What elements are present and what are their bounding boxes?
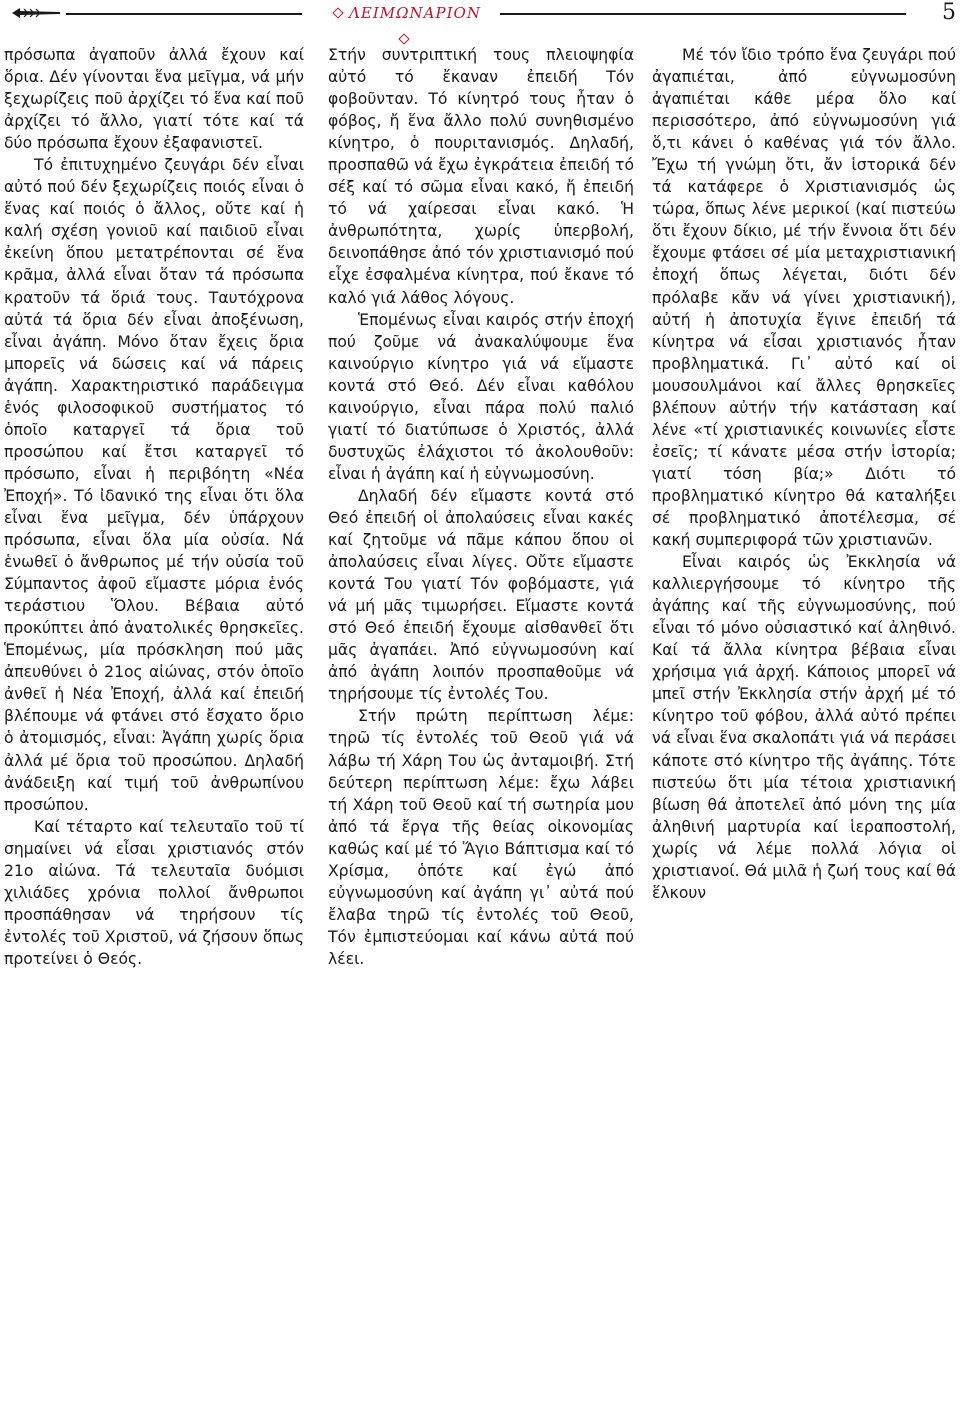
journal-title-text: ΛΕΙΜΩΝΑΡΙΟΝ — [349, 4, 481, 22]
paragraph: Μέ τόν ἴδιο τρόπο ἕνα ζευγάρι πού ἀγαπιέται, ἀπό εὐγνωμοσύνη ἀγαπιέται κάθε μέρα ὅλο καί περισσότερο, ἀπό εὐγνωμοσύνη γιά ὅ,τι κάνει ὁ καθένας γιά τόν ἄλλο. Ἔχω τή γνώμη ὅτι, ἄν ἱστορικά δέν τά κατάφερε ὁ Χριστιανισμός ὡς τώρα, ὅπως λένε μερικοί (καί πιστεύω ὅτι ἔχουν δίκιο, μέ τήν ἔννοια ὅτι δέν ἔχουμε φτάσει σέ μία μεταχριστιανική ἐποχή ὅπως λέγεται, διότι δέν πρόλαβε κἄν νά γίνει χριστιανική), αὐτή ἡ ἀποτυχία ἔγινε ἐπειδή τά κίνητρα νά εἶσαι χριστιανός ἦταν προβληματικά. Γι᾽ αὐτό καί οἱ μουσουλμάνοι καί ἄλλες θρησκεῖες βλέπουν αὐτήν τήν κατάσταση καί λένε «τί χριστιανικές κοινωνίες εἶστε ἐσεῖς; τί κάνατε μέσα στήν ἱστορία; γιατί τόση βία;» Διότι τό προβληματικό κίνητρο θά καταλήξει σέ προβληματικό ἀποτέλεσμα, σέ κακή συμπεριφορά τῶν χριστιανῶν. — [652, 46, 956, 550]
paragraph: Τό ἐπιτυχημένο ζευγάρι δέν εἶναι αὐτό πού δέν ξεχωρίζεις ποιός εἶναι ὁ ἕνας καί ποιός ὁ ἄλλος, οὔτε καί ἡ καλή σχέση γονιοῦ καί παιδιοῦ εἶναι ἐκείνη ὅπου μετατρέπονται σέ ἕνα κρᾶμα, ἀλλά εἶναι ὅταν τά πρόσωπα κρατοῦν τά ὅριά τους. Ταυτόχρονα αὐτά τά ὅρια δέν εἶναι ἀποξένωση, εἶναι ἀγάπη. Μόνο ὅταν ἔχεις ὅρια μπορεῖς νά δώσεις καί νά πάρεις ἀγάπη. Χαρακτηριστικό παράδειγμα ἑνός φιλοσοφικοῦ συστήματος τό ὁποῖο καταργεῖ τά ὅρια τοῦ προσώπου καί ἔτσι καταργεῖ τό πρόσωπο, εἶναι ἡ περιβόητη «Νέα Ἐποχή». Τό ἰδανικό της εἶναι ὅτι ὅλα εἶναι ἕνα μεῖγμα, δέν ὑπάρχουν πρόσωπα, εἶναι ὅλα μία οὐσία. Νά ἑνωθεῖ ὁ ἄνθρωπος μέ τήν οὐσία τοῦ Σύμπαντος ἀφοῦ εἴμαστε μόρια ἑνός τεράστιου Ὅλου. Βέβαια αὐτό προκύπτει ἀπό ἀνατολικές θρησκεῖες. Ἑπομένως, μία πρόσκληση πού μᾶς ἀπευθύνει ὁ 21ος αἰώνας, στόν ὁποῖο ἀνθεῖ ἡ Νέα Ἐποχή, ἀλλά καί ἐπειδή βλέπουμε νά φτάνει στό ἔσχατο ὅριο ὁ ἀτομισμός, εἶναι: Ἀγάπη χωρίς ὅρια ἀλλά μέ ὅρια τοῦ προσώπου. Δηλαδή ἀνάδειξη καί τιμή τοῦ ἀνθρωπίνου προσώπου. — [4, 156, 304, 814]
journal-title — [318, 0, 490, 26]
text-column-1 — [4, 44, 304, 970]
text-column-2 — [328, 44, 634, 970]
paragraph: Καί τέταρτο καί τελευταῖο τοῦ τί σημαίνει νά εἶσαι χριστιανός στόν 21ο αἰώνα. Τά τελευταῖα δυόμισι χιλιάδες χρόνια πολλοί ἄνθρωποι προσπάθησαν νά τηρήσουν τίς ἐντολές τοῦ Χριστοῦ, νά ζήσουν ὅπως προτείνει ὁ Θεός. — [4, 817, 304, 968]
page-header — [0, 0, 960, 32]
paragraph: πρόσωπα ἀγαποῦν ἀλλά ἔχουν καί ὅρια. Δέν γίνονται ἕνα μεῖγμα, νά μήν ξεχωρίζεις ποῦ ἀρχίζει τό ἕνα καί ποῦ ἀρχίζει τό ἄλλο, γιατί τότε καί τά δύο πρόσωπα ἔχουν ἐξαφανιστεῖ. — [4, 46, 304, 153]
page-number: 5 — [942, 0, 956, 25]
diamond-ornament-icon — [332, 7, 343, 18]
text-column-3 — [652, 44, 956, 904]
diamond-ornament-icon — [398, 33, 409, 44]
header-rule-left — [66, 13, 302, 15]
quill-ornament-icon — [10, 6, 62, 20]
paragraph: Στήν πρώτη περίπτωση λέμε: τηρῶ τίς ἐντολές τοῦ Θεοῦ γιά νά λάβω τή Χάρη Του ὡς ἀνταμοιβή. Στή δεύτερη περίπτωση λέμε: ἔχω λάβει τή Χάρη τοῦ Θεοῦ καί τή σωτηρία μου ἀπό τά ἔργα τῆς θείας οἰκονομίας καθώς καί μέ τό Ἅγιο Βάπτισμα καί τό Χρίσμα, ὁπότε καί ἐγώ ἀπό εὐγνωμοσύνη καί ἀγάπη γι᾽ αὐτά πού ἔλαβα τηρῶ τίς ἐντολές τοῦ Θεοῦ, Τόν ἐμπιστεύομαι καί κάνω αὐτά πού λέει. — [328, 707, 634, 968]
paragraph: Δηλαδή δέν εἴμαστε κοντά στό Θεό ἐπειδή οἱ ἀπολαύσεις εἶναι κακές καί ζητοῦμε νά πᾶμε κάπου ὅπου οἱ ἀπολαύσεις εἶναι λίγες. Οὔτε εἴμαστε κοντά Του γιατί Τόν φοβόμαστε, γιά νά μή μᾶς τιμωρήσει. Εἴμαστε κοντά στό Θεό ἐπειδή ἔχουμε αἰσθανθεῖ ὅτι μᾶς ἀγαπάει. Ἀπό εὐγνωμοσύνη καί ἀπό ἀγάπη λοιπόν προσπαθοῦμε νά τηρήσουμε τίς ἐντολές Του. — [328, 486, 634, 704]
paragraph: Στήν συντριπτική τους πλειοψηφία αὐτό τό ἔκαναν ἐπειδή Τόν φοβοῦνταν. Τό κίνητρό τους ἦταν ὁ φόβος, ἤ ἕνα ἄλλο πολύ συνηθισμένο κίνητρο, ὁ πουριτανισμός. Δηλαδή, προσπαθῶ νά ἔχω ἐγκράτεια ἐπειδή τό σέξ καί τό σῶμα εἶναι κακό, ἤ ἐπειδή τό νά χαίρεσαι εἶναι κακό. Ἡ ἀνθρωπότητα, χωρίς ὑπερβολή, δεινοπάθησε ἀπό τόν χριστιανισμό πού εἶχε ἐσφαλμένα κίνητρα, πού ἔκανε τό καλό γιά λάθος λόγους. — [328, 46, 634, 307]
paragraph: Ἑπομένως εἶναι καιρός στήν ἐποχή πού ζοῦμε νά ἀνακαλύψουμε ἕνα καινούργιο κίνητρο γιά νά εἴμαστε κοντά στό Θεό. Δέν εἶναι καθόλου καινούργιο, εἶναι πάρα πολύ παλιό γιατί τό διατύπωσε ὁ Χριστός, ἀλλά δυστυχῶς ἐλάχιστοι τό ἀκολουθοῦν: εἶναι ἡ ἀγάπη καί ἡ εὐγνωμοσύνη. — [328, 310, 634, 483]
header-rule-right — [500, 13, 906, 15]
paragraph: Εἶναι καιρός ὡς Ἐκκλησία νά καλλιεργήσουμε τό κίνητρο τῆς ἀγάπης καί τῆς εὐγνωμοσύνης, πού εἶναι τό μόνο οὐσιαστικό καί ἀληθινό. Καί τά ἄλλα κίνητρα βέβαια εἶναι χρήσιμα γιά ἀρχή. Κάποιος μπορεῖ νά μπεῖ στήν Ἐκκλησία στήν ἀρχή μέ τό κίνητρο τοῦ φόβου, ἀλλά αὐτό πρέπει νά εἶναι ἕνα σκαλοπάτι γιά νά περάσει κάποτε στό κίνητρο τῆς ἀγάπης. Τότε πιστεύω ὅτι μία τέτοια χριστιανική βίωση θά ἀποτελεῖ ἀπό μόνη της μία ἀληθινή μαρτυρία καί ἱεραποστολή, χωρίς νά λέμε πολλά λόγια οἱ χριστιανοί. Θά μιλᾶ ἡ ζωή τους καί θά ἕλκουν — [652, 553, 956, 902]
